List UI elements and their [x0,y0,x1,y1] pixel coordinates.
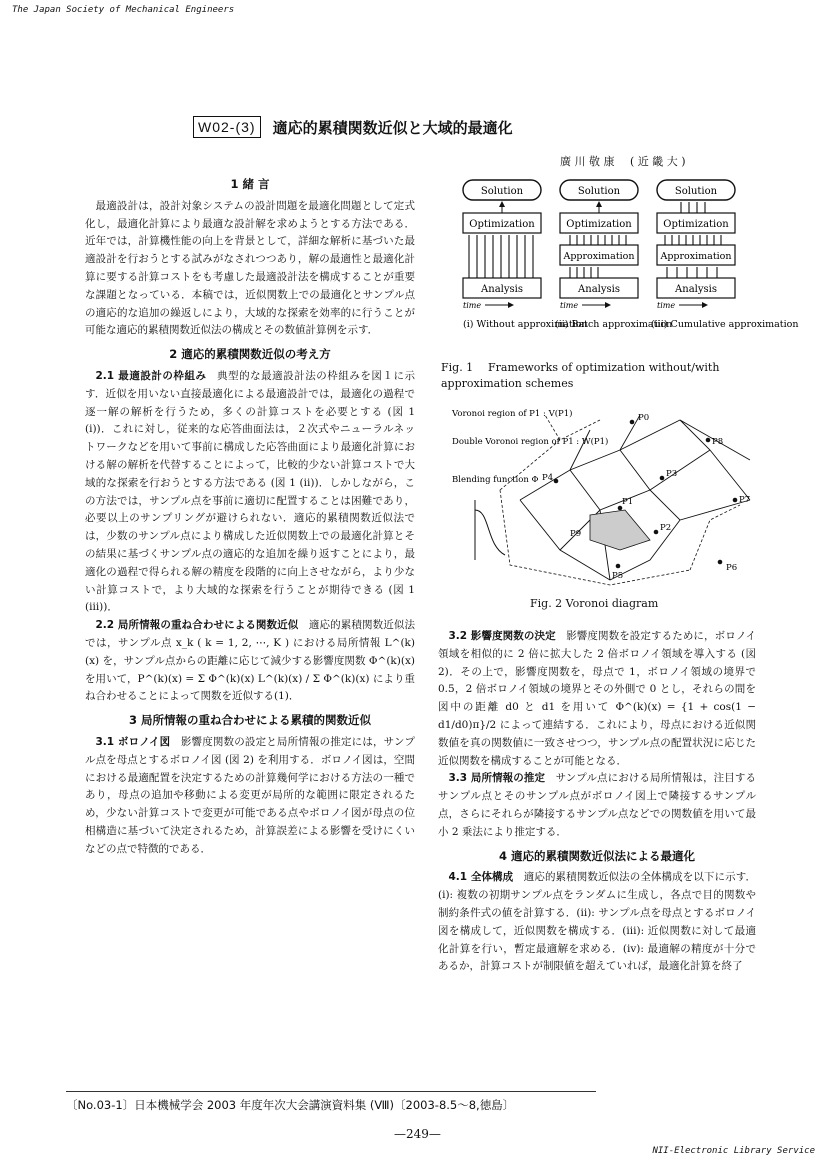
section-2-1-paragraph [85,368,415,617]
fig1-iii-arrows-mid [665,235,721,245]
fig1-ii-solution-label: Solution [577,186,621,197]
fig1-i-analysis-label: Analysis [481,284,523,295]
fig1-ii-approximation-label: Approximation [563,251,635,262]
fig1-caption-text: Frameworks of optimization without/with approximation schemes [441,361,720,390]
section-3-1-text: 影響度関数の設定と局所情報の推定には，サンプル点を母点とするボロノイ図 (図 2) を利用する．ボロノイ図は，空間における最適配置を決定するための計算幾何学における方法の一種であり，母点の追加や移動による変更が局所的な範囲に限定されるため，少ない計算コストで変更が可能である点やボロノイ図が母点の位相構造に基づいて決定されるため，計算誤差による影響を受けにくいなどの点で特徴的である． [85,735,415,855]
fig2-point-p6: P6 [726,563,738,573]
fig1-panel-iii [651,180,798,330]
section-2-heading: 2 適応的累積関数近似の考え方 [169,347,331,362]
fig1-iii-analysis-label: Analysis [675,284,717,295]
author-line [560,153,698,169]
reference-line: 〔No.03-1〕日本機械学会 2003 年度年次大会講演資料集 (Ⅷ)〔2003-8.5～8,徳島〕 [66,1098,515,1112]
fig1-ii-arrows-top [570,235,626,245]
section-3-3-title: 3.3 局所情報の推定 [448,772,546,785]
fig2-label-double: Double Voronoi region of P1 : W(P1) [452,437,609,447]
figure-2-voronoi-diagram [450,410,760,590]
section-3-heading: 3 局所情報の重ね合わせによる累積的関数近似 [128,713,371,728]
fig1-ii-time-label: time [560,301,579,310]
fig1-i-optimization-label: Optimization [469,219,535,230]
section-4-heading: 4 適応的累積関数近似法による最適化 [498,848,695,863]
fig1-iii-solution-label: Solution [674,186,718,197]
section-4-1-text: 適応的累積関数近似法の全体構成を以下に示す．(i): 複数の初期サンプル点をランダムに生成し，各点で目的関数や制約条件式の値を計算する．(ii): サンプル点を母点とするボロノイ図を構成して，近似関数を構成する．(iii): 近似関数に対して最適化計算を行い，暫定最適解を求める．(iv): 最適解の精度が十分であるか，計算コストが制限値を超えていれば，最適化計算を終了 [438,871,756,973]
fig2-blending-function-curve [475,500,505,560]
fig1-iii-approximation-label: Approximation [660,251,732,262]
section-2-1-text: 典型的な最適設計法の枠組みを図１に示す．近似を用いない直接最適化による最適設計では，最適化の過程で逐一解の解析を行うため，多くの計算コストを必要とする (図 1 (i))．これに対し，従来的な応答曲面法は，２次式やニューラルネットワークなどを用いて事前に構成した応答曲面により最適化計算における解の解析を代替することによって，比較的少ない計算コストで大域的な探索を行おうとする方法である (図 1 (ii))．しかしながら，この方法では，サンプル点を事前に適切に配置することは困難であり，必要以上のサンプリングが避けられない．適応的累積関数近似法では，少数のサンプル点により構成した近似関数上での最適化計算とその結果に基づくサンプル点の適応的な追加を繰り返すことにより，最適化の過程で得られる解の精度を段階的に向上させながら，より少ない計算コストで，より大域的な探索を行うことが期待できる (図 1 (iii))． [85,369,415,614]
section-3-2-title: 3.2 影響度関数の決定 [448,630,556,642]
paper-title: 適応的累積関数近似と大域的最適化 [272,118,513,137]
author-name: 廣 川 敬 康 [560,155,615,168]
section-3-2-text: 影響度関数を設定するために，ボロノイ領域を相似的に 2 倍に拡大した 2 倍ボロノイ領域を導入する (図 2)．その上で，影響度関数を，母点で 1，ボロノイ領域の境界で 0.5，2 倍ボロノイ領域の境界とその外側で 0 とし，それらの間を図中の距離 d0 と d1 を用いて Φ^(k)(x) = {1 + cos(1 − d1/d0)π}/2 によって連結する．これにより，母点における近似関数値を真の関数値に一致させつつ，サンプル点の配置状況に応じた近似関数を構成することが可能となる． [438,630,756,767]
fig1-caption-label: Fig. 1 [441,361,474,374]
fig2-point-p7: P7 [739,495,751,505]
section-2-2-text: 適応的累積関数近似法では，サンプル点 x_k ( k = 1, 2, ⋯, K ) における局所情報 L^(k)(x) を，サンプル点からの距離に応じて減少する影響度関数 Φ^(k)(x) を用いて，P^(k)(x) = Σ Φ^(k)(x) L^(k)(x) / Σ Φ^(k)(x) により重ね合わせることによって関数を近似する(1)． [85,619,415,703]
section-1-heading: 1 緒 言 [230,177,270,191]
fig1-panel-ii [555,180,672,330]
section-3-2-paragraph [438,628,756,770]
fig1-ii-optimization-label: Optimization [566,219,632,230]
left-column [85,170,415,858]
section-3-1-title: 3.1 ボロノイ図 [95,735,171,748]
fig1-sub-ii: (ii) Batch approximation [555,319,673,330]
fig1-i-time-label: time [463,301,482,310]
fig1-i-solution-label: Solution [480,186,524,197]
figure-1-caption [441,360,761,392]
fig2-point-p9: P9 [570,529,582,539]
right-column [438,628,756,976]
footer-note: NII-Electronic Library Service [652,1146,815,1156]
section-2-2-title: 2.2 局所情報の重ね合わせによる関数近似 [95,619,299,632]
fig2-point-p3: P3 [666,469,678,479]
fig1-sub-i: (i) Without approximation [463,319,588,330]
fig2-point-p8: P8 [712,437,724,447]
figure-2-caption: Fig. 2 Voronoi diagram [530,597,659,610]
section-3-3-paragraph [438,770,756,841]
fig2-point-p0: P0 [638,413,650,423]
paper-title-row [193,116,513,138]
fig2-label-blending: Blending function Φ [452,475,539,485]
reference-divider [66,1091,596,1092]
fig2-point-p4: P4 [542,473,554,483]
fig2-point-p2: P2 [660,523,672,533]
section-3-1-paragraph [85,734,415,859]
section-4-1-paragraph [438,869,756,976]
fig1-iii-time-label: time [657,301,676,310]
fig1-iii-arrows-top [681,202,705,213]
section-2-1-title: 2.1 最適設計の枠組み [95,369,207,382]
paper-code: W02-(3) [193,116,261,138]
fig2-point-p1: P1 [622,497,634,507]
author-affiliation: ( 近 畿 大 ) [630,155,686,168]
section-4-1-title: 4.1 全体構成 [448,871,514,884]
fig1-iii-arrows-bottom [667,267,717,278]
fig2-voronoi-region-p1 [590,510,650,550]
fig1-iii-optimization-label: Optimization [663,219,729,230]
header-note: The Japan Society of Mechanical Engineers [12,5,235,15]
fig1-i-arrows [469,235,533,278]
section-2-2-paragraph [85,617,415,706]
section-3-3-text: サンプル点における局所情報は，注目するサンプル点とそのサンプル点がボロノイ図上で隣接するサンプル点，さらにそれらが隣接するサンプル点などでの関数値を用いて最小 2 乗法により推定する． [438,772,756,838]
fig1-sub-iii: (iii) Cumulative approximation [651,319,799,330]
fig1-ii-arrows-bottom [570,267,598,278]
fig1-ii-analysis-label: Analysis [578,284,620,295]
section-1-paragraph: 最適設計は，設計対象システムの設計問題を最適化問題として定式化し，最適化計算により最適な設計解を求めようとする方法である．近年では，計算機性能の向上を背景として，詳細な解析に基づいた最適設計を行おうとする試みがなされつつあり，解の最適性と最適化計算に要する計算コストをも考慮した最適設計法を構成することが重要な課題となっている．本稿では，近似関数上での最適化とサンプル点の適応的な追加の繰返しにより，大域的な探索を効率的に行うことが可能な適応的累積関数近似法の構成とその数値計算例を示す． [85,199,415,337]
page-number: —249— [394,1127,441,1141]
figure-1-diagram [455,175,799,355]
fig2-point-p5: P5 [612,571,624,581]
fig2-label-voronoi: Voronoi region of P1 : V(P1) [452,409,573,419]
